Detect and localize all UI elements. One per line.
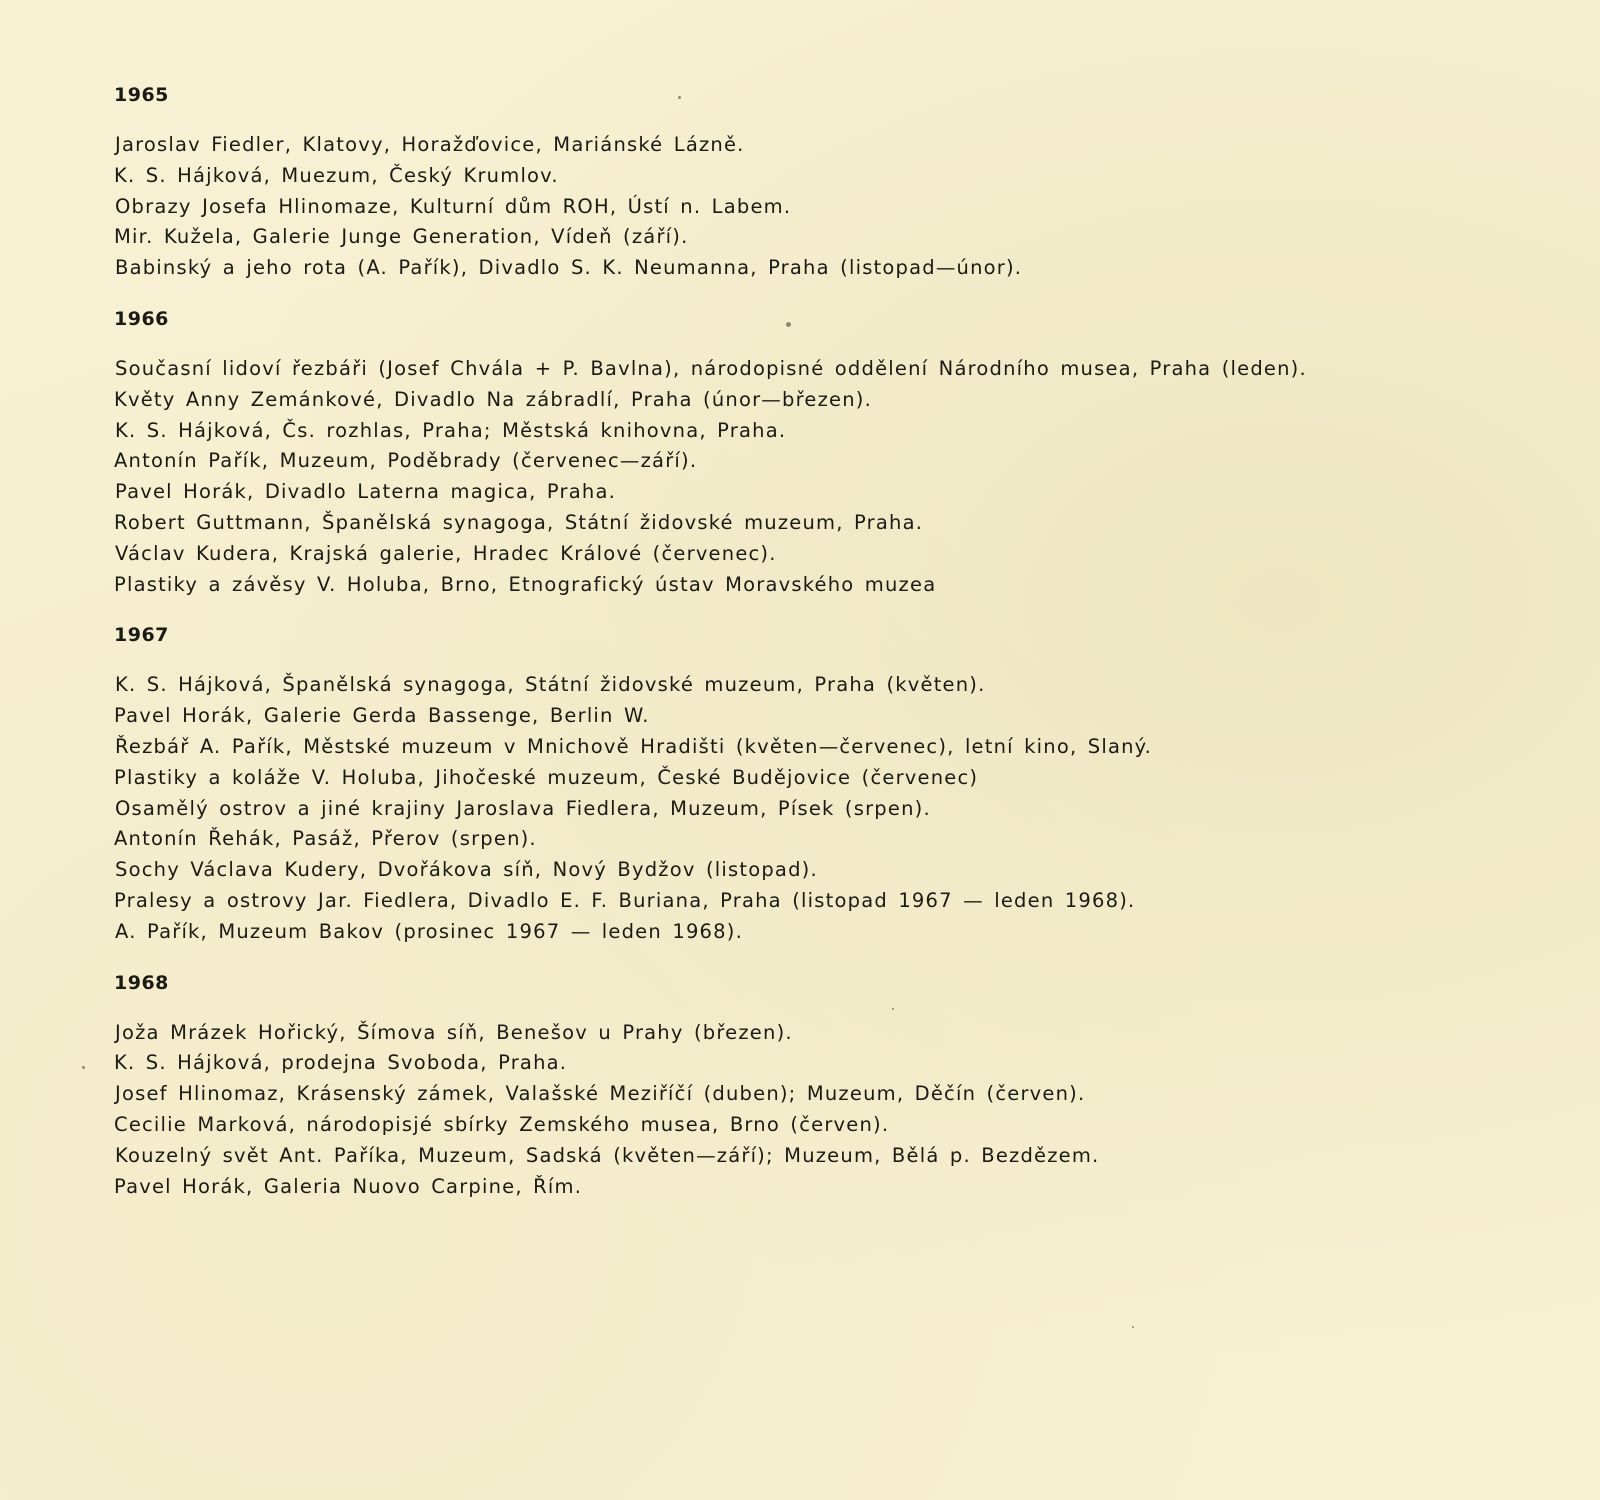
- entry-list: [114, 1018, 1374, 1203]
- exhibition-entry: Antonín Řehák, Pasáž, Přerov (srpen).: [114, 827, 537, 851]
- exhibition-entry: Osamělý ostrov a jiné krajiny Jaroslava Fiedlera, Muzeum, Písek (srpen).: [115, 796, 931, 820]
- year-section-1965: [114, 80, 1374, 284]
- entry-list: [114, 130, 1374, 284]
- year-section-1966: [114, 304, 1374, 600]
- exhibition-entry: Květy Anny Zemánkové, Divadlo Na zábradlí, Praha (únor—březen).: [114, 387, 872, 411]
- paper-speck: [1132, 1326, 1134, 1328]
- exhibition-entry: K. S. Hájková, Čs. rozhlas, Praha; Městská knihovna, Praha.: [115, 418, 787, 442]
- exhibition-entry: Babinský a jeho rota (A. Pařík), Divadlo S. K. Neumanna, Praha (listopad—únor).: [115, 256, 1023, 280]
- exhibition-entry: Obrazy Josefa Hlinomaze, Kulturní dům ROH, Ústí n. Labem.: [115, 194, 792, 218]
- exhibition-entry: Joža Mrázek Hořický, Šímova síň, Benešov u Prahy (březen).: [115, 1020, 793, 1044]
- entry-list: [114, 670, 1374, 947]
- year-heading: 1965: [114, 84, 169, 106]
- exhibition-entry: Současní lidoví řezbáři (Josef Chvála + P. Bavlna), národopisné oddělení Národního musea, Praha (leden).: [115, 356, 1307, 380]
- exhibition-entry: Robert Guttmann, Španělská synagoga, Státní židovské muzeum, Praha.: [114, 510, 924, 534]
- exhibition-entry: Pavel Horák, Galeria Nuovo Carpine, Řím.: [114, 1174, 583, 1198]
- exhibition-entry: Antonín Pařík, Muzeum, Poděbrady (červenec—září).: [114, 449, 698, 473]
- year-heading: 1966: [114, 307, 169, 330]
- exhibition-entry: K. S. Hájková, prodejna Svoboda, Praha.: [114, 1051, 568, 1075]
- exhibition-entry: Mir. Kužela, Galerie Junge Generation, Vídeň (září).: [114, 225, 689, 249]
- exhibition-entry: Plastiky a závěsy V. Holuba, Brno, Etnografický ústav Moravského muzea: [114, 572, 937, 596]
- exhibition-entry: K. S. Hájková, Muezum, Český Krumlov.: [114, 163, 559, 187]
- exhibition-entry: Pavel Horák, Galerie Gerda Bassenge, Berlin W.: [114, 704, 650, 728]
- paper-speck: [82, 1066, 85, 1069]
- exhibition-entry: K. S. Hájková, Španělská synagoga, Státní židovské muzeum, Praha (květen).: [115, 673, 986, 697]
- exhibition-entry: Pralesy a ostrovy Jar. Fiedlera, Divadlo E. F. Buriana, Praha (listopad 1967 — leden 1968).: [114, 888, 1136, 912]
- exhibition-entry: Řezbář A. Pařík, Městské muzeum v Mnichově Hradišti (květen—červenec), letní kino, Slaný.: [115, 734, 1153, 758]
- exhibition-entry: Kouzelný svět Ant. Paříka, Muzeum, Sadská (květen—září); Muzeum, Bělá p. Bezdězem.: [115, 1143, 1100, 1167]
- year-heading: 1968: [114, 971, 169, 994]
- exhibition-entry: Václav Kudera, Krajská galerie, Hradec Králové (červenec).: [115, 541, 777, 565]
- year-heading: 1967: [114, 624, 169, 647]
- exhibition-entry: Josef Hlinomaz, Krásenský zámek, Valašské Meziříčí (duben); Muzeum, Děčín (červen).: [115, 1082, 1086, 1106]
- exhibition-entry: Jaroslav Fiedler, Klatovy, Horažďovice, Mariánské Lázně.: [115, 133, 745, 156]
- year-section-1967: [114, 620, 1374, 947]
- exhibition-entry: Plastiky a koláže V. Holuba, Jihočeské muzeum, České Budějovice (červenec): [114, 765, 979, 789]
- year-section-1968: [114, 968, 1374, 1203]
- exhibition-list: [114, 80, 1374, 1222]
- exhibition-entry: Sochy Václava Kudery, Dvořákova síň, Nový Bydžov (listopad).: [115, 858, 818, 882]
- entry-list: [114, 354, 1374, 600]
- exhibition-entry: A. Pařík, Muzeum Bakov (prosinec 1967 — leden 1968).: [115, 919, 743, 943]
- exhibition-entry: Cecilie Marková, národopisjé sbírky Zemského musea, Brno (červen).: [114, 1112, 890, 1136]
- exhibition-entry: Pavel Horák, Divadlo Laterna magica, Praha.: [115, 480, 617, 504]
